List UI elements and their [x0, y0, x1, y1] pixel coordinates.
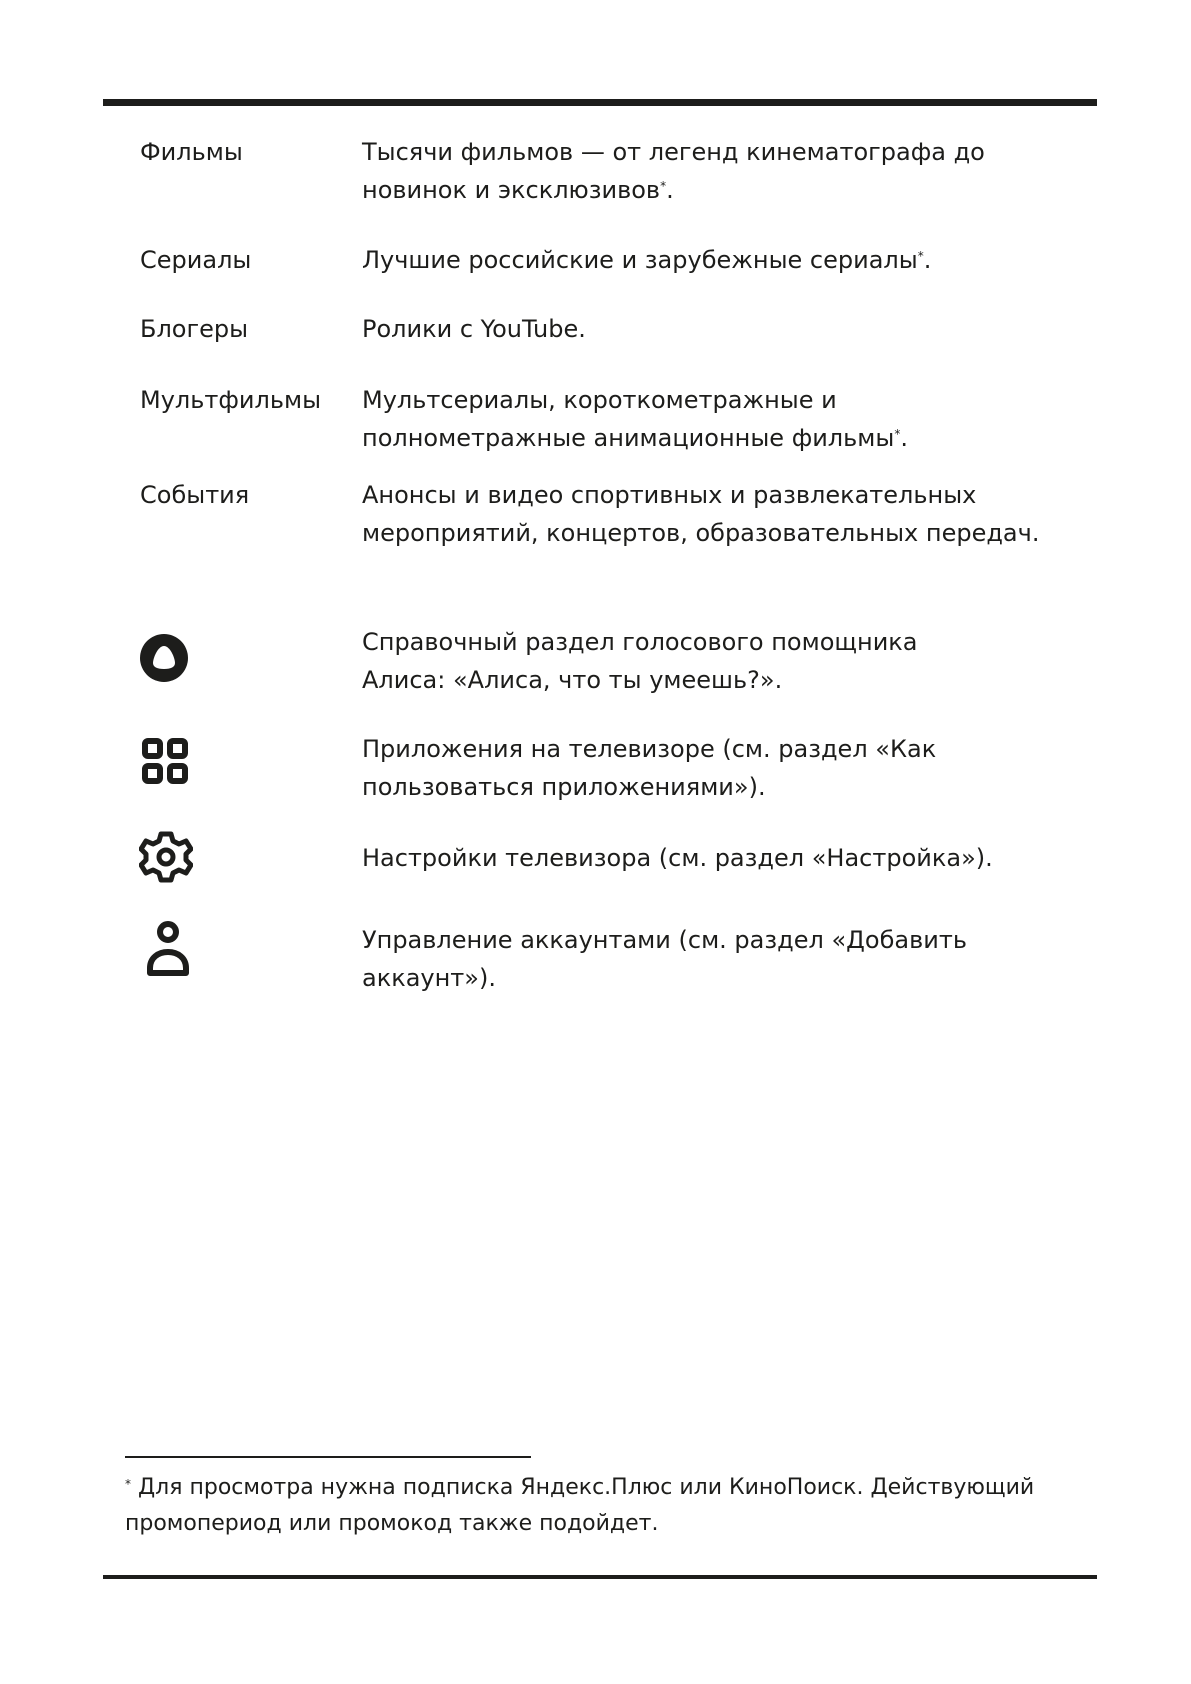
- apps-grid-icon: [141, 737, 191, 787]
- row-description: Справочный раздел голосового помощника Алиса: «Алиса, что ты умеешь?».: [362, 628, 918, 694]
- alice-icon: [137, 634, 193, 682]
- gear-icon: [139, 830, 193, 884]
- top-rule: [103, 99, 1097, 106]
- footnote: * Для просмотра нужна подписка Яндекс.Плюс или КиноПоиск. Действующий промопериод или промокод также подойдет.: [125, 1475, 1035, 1536]
- user-icon: [145, 920, 191, 978]
- row-description: Управление аккаунтами (см. раздел «Добавить аккаунт»).: [362, 926, 967, 992]
- footnote-mark: *: [917, 249, 924, 263]
- bottom-rule: [103, 1575, 1097, 1579]
- row-description: Лучшие российские и зарубежные сериалы*.: [362, 246, 932, 274]
- row-label: Блогеры: [140, 315, 249, 343]
- row-description: Мультсериалы, короткометражные и полнометражные анимационные фильмы*.: [362, 386, 908, 452]
- row-label: Сериалы: [140, 246, 252, 274]
- footnote-mark: *: [125, 1477, 131, 1491]
- row-label: Мультфильмы: [140, 386, 322, 414]
- footnote-mark: *: [660, 179, 667, 193]
- footnote-divider: [125, 1456, 531, 1458]
- row-label: Фильмы: [140, 138, 243, 166]
- row-label: События: [140, 481, 250, 509]
- row-description: Ролики с YouTube.: [362, 315, 586, 343]
- footnote-mark: *: [894, 427, 901, 441]
- row-description: Приложения на телевизоре (см. раздел «Как пользоваться приложениями»).: [362, 735, 937, 801]
- row-description: Настройки телевизора (см. раздел «Настройка»).: [362, 844, 993, 872]
- row-description: Тысячи фильмов — от легенд кинематографа до новинок и эксклюзивов*.: [362, 138, 985, 204]
- row-description: Анонсы и видео спортивных и развлекательных мероприятий, концертов, образовательных передач.: [362, 481, 1040, 547]
